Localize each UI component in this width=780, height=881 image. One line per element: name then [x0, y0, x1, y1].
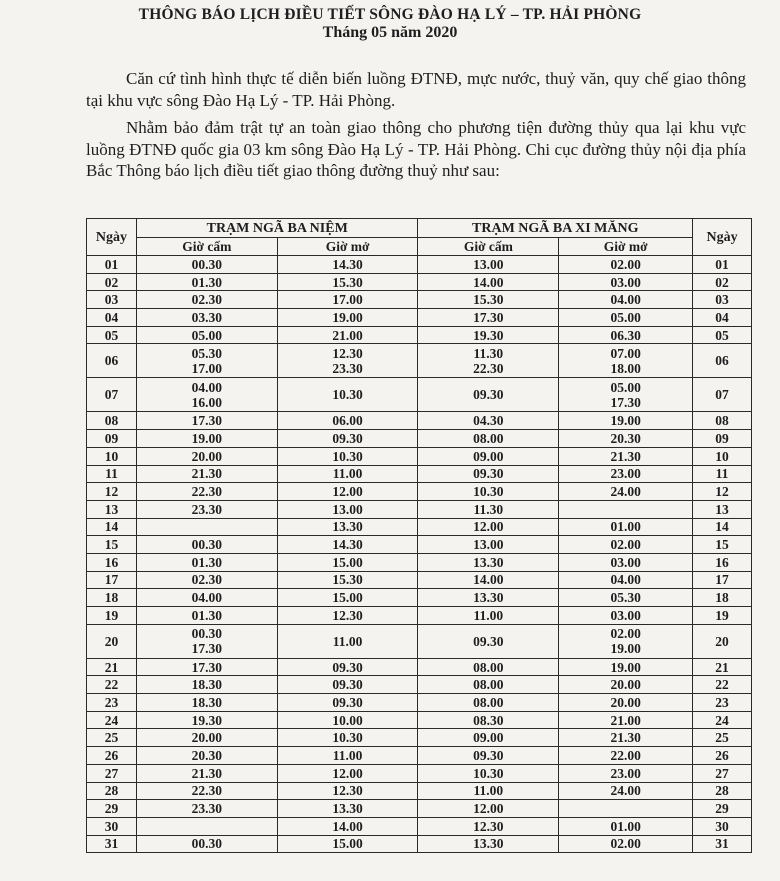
row-day-right: 17 [693, 571, 752, 589]
cell-b-closed: 17.30 [418, 309, 559, 327]
table-row [87, 378, 752, 412]
header-day-right: Ngày [693, 219, 752, 256]
header-b-closed: Giờ cấm [418, 238, 559, 256]
table-row [87, 256, 752, 274]
cell-a-closed: 22.30 [136, 782, 277, 800]
cell-a-open: 12.30 [277, 782, 418, 800]
table-row [87, 835, 752, 853]
cell-b-closed: 11.30 [418, 500, 559, 518]
cell-a-open: 09.30 [277, 430, 418, 448]
cell-a-open: 15.30 [277, 571, 418, 589]
cell-a-closed: 02.30 [136, 571, 277, 589]
row-day: 22 [87, 676, 137, 694]
table-row [87, 624, 752, 658]
row-day: 24 [87, 711, 137, 729]
cell-a-closed: 23.30 [136, 500, 277, 518]
cell-a-closed: 01.30 [136, 553, 277, 571]
cell-b-open: 04.00 [559, 291, 693, 309]
table-row [87, 800, 752, 818]
row-day: 20 [87, 624, 137, 658]
row-day-right: 09 [693, 430, 752, 448]
row-day-right: 19 [693, 607, 752, 625]
cell-a-closed: 17.30 [136, 658, 277, 676]
cell-a-open: 14.30 [277, 256, 418, 274]
cell-a-open: 09.30 [277, 676, 418, 694]
cell-b-open: 19.00 [559, 412, 693, 430]
cell-a-open: 09.30 [277, 658, 418, 676]
header-day: Ngày [87, 219, 137, 256]
cell-a-open: 11.00 [277, 747, 418, 765]
cell-a-closed: 04.00 [136, 589, 277, 607]
row-day-right: 16 [693, 553, 752, 571]
cell-b-closed: 09.30 [418, 465, 559, 483]
table-row [87, 589, 752, 607]
row-day: 17 [87, 571, 137, 589]
cell-b-open: 23.00 [559, 465, 693, 483]
cell-a-closed: 02.30 [136, 291, 277, 309]
row-day: 23 [87, 694, 137, 712]
row-day-right: 30 [693, 817, 752, 835]
row-day: 15 [87, 536, 137, 554]
cell-b-closed: 08.00 [418, 430, 559, 448]
cell-b-closed: 09.30 [418, 747, 559, 765]
cell-a-open: 11.00 [277, 624, 418, 658]
header-station-ngaba-niem: TRẠM NGÃ BA NIỆM [136, 219, 418, 238]
row-day-right: 05 [693, 326, 752, 344]
cell-b-closed: 13.30 [418, 835, 559, 853]
row-day-right: 27 [693, 764, 752, 782]
cell-a-closed: 20.30 [136, 747, 277, 765]
row-day-right: 26 [693, 747, 752, 765]
row-day-right: 10 [693, 447, 752, 465]
cell-a-open: 12.00 [277, 764, 418, 782]
table-row [87, 553, 752, 571]
row-day-right: 18 [693, 589, 752, 607]
cell-a-closed: 17.30 [136, 412, 277, 430]
cell-a-open: 11.00 [277, 465, 418, 483]
cell-b-closed: 13.00 [418, 256, 559, 274]
table-row [87, 571, 752, 589]
row-day: 07 [87, 378, 137, 412]
cell-b-open: 20.00 [559, 694, 693, 712]
cell-a-closed: 00.30 17.30 [136, 624, 277, 658]
cell-a-open: 13.30 [277, 518, 418, 536]
cell-a-open: 15.00 [277, 835, 418, 853]
row-day: 04 [87, 309, 137, 327]
cell-b-open: 03.00 [559, 553, 693, 571]
row-day-right: 04 [693, 309, 752, 327]
row-day: 27 [87, 764, 137, 782]
cell-b-closed: 14.00 [418, 571, 559, 589]
cell-a-closed: 19.30 [136, 711, 277, 729]
row-day: 05 [87, 326, 137, 344]
row-day-right: 02 [693, 273, 752, 291]
cell-b-closed: 11.30 22.30 [418, 344, 559, 378]
cell-b-open: 02.00 [559, 536, 693, 554]
cell-b-closed: 13.30 [418, 553, 559, 571]
cell-a-closed: 04.00 16.00 [136, 378, 277, 412]
cell-b-closed: 10.30 [418, 483, 559, 501]
table-row [87, 273, 752, 291]
cell-a-closed [136, 817, 277, 835]
cell-b-closed: 12.30 [418, 817, 559, 835]
row-day: 09 [87, 430, 137, 448]
table-row [87, 536, 752, 554]
cell-a-closed: 19.00 [136, 430, 277, 448]
table-row [87, 483, 752, 501]
cell-a-closed: 20.00 [136, 729, 277, 747]
cell-a-open: 12.30 23.30 [277, 344, 418, 378]
table-row [87, 658, 752, 676]
cell-b-open: 24.00 [559, 782, 693, 800]
cell-b-closed: 10.30 [418, 764, 559, 782]
row-day-right: 31 [693, 835, 752, 853]
row-day: 10 [87, 447, 137, 465]
header-a-closed: Giờ cấm [136, 238, 277, 256]
table-row [87, 326, 752, 344]
row-day: 13 [87, 500, 137, 518]
document-subtitle: Tháng 05 năm 2020 [322, 24, 458, 41]
row-day-right: 21 [693, 658, 752, 676]
row-day: 30 [87, 817, 137, 835]
cell-a-open: 19.00 [277, 309, 418, 327]
row-day-right: 22 [693, 676, 752, 694]
table-row [87, 447, 752, 465]
cell-a-closed: 05.30 17.00 [136, 344, 277, 378]
row-day-right: 20 [693, 624, 752, 658]
cell-a-closed: 18.30 [136, 676, 277, 694]
cell-b-closed: 08.30 [418, 711, 559, 729]
row-day: 25 [87, 729, 137, 747]
cell-b-open: 02.00 [559, 256, 693, 274]
row-day: 29 [87, 800, 137, 818]
cell-b-closed: 04.30 [418, 412, 559, 430]
cell-b-open [559, 800, 693, 818]
cell-a-open: 10.30 [277, 729, 418, 747]
cell-b-closed: 08.00 [418, 694, 559, 712]
cell-b-closed: 12.00 [418, 800, 559, 818]
table-row [87, 607, 752, 625]
table-row [87, 676, 752, 694]
paragraph-purpose: Nhằm bảo đảm trật tự an toàn giao thông cho phương tiện đường thủy qua lại khu vực luồng ĐTNĐ quốc gia 03 km sông Đào Hạ Lý - TP. Hải Phòng. Chi cục đường thủy nội địa phía Bắc Thông báo lịch điều tiết giao thông đường thuỷ như sau: [86, 118, 746, 180]
cell-b-closed: 19.30 [418, 326, 559, 344]
row-day: 26 [87, 747, 137, 765]
cell-a-open: 09.30 [277, 694, 418, 712]
cell-a-closed: 23.30 [136, 800, 277, 818]
row-day-right: 07 [693, 378, 752, 412]
cell-a-closed: 22.30 [136, 483, 277, 501]
cell-b-closed: 09.00 [418, 447, 559, 465]
table-row [87, 782, 752, 800]
row-day-right: 12 [693, 483, 752, 501]
cell-b-closed: 11.00 [418, 782, 559, 800]
table-row [87, 694, 752, 712]
row-day: 02 [87, 273, 137, 291]
cell-b-open [559, 500, 693, 518]
cell-b-open: 05.30 [559, 589, 693, 607]
cell-b-closed: 15.30 [418, 291, 559, 309]
cell-b-open: 05.00 17.30 [559, 378, 693, 412]
cell-b-open: 24.00 [559, 483, 693, 501]
cell-b-open: 06.30 [559, 326, 693, 344]
cell-b-open: 22.00 [559, 747, 693, 765]
cell-b-open: 02.00 [559, 835, 693, 853]
cell-b-closed: 08.00 [418, 658, 559, 676]
header-b-open: Giờ mở [559, 238, 693, 256]
cell-b-closed: 13.30 [418, 589, 559, 607]
cell-a-open: 13.00 [277, 500, 418, 518]
table-row [87, 412, 752, 430]
cell-b-open: 01.00 [559, 518, 693, 536]
cell-b-open: 23.00 [559, 764, 693, 782]
row-day: 28 [87, 782, 137, 800]
row-day-right: 25 [693, 729, 752, 747]
row-day-right: 28 [693, 782, 752, 800]
cell-b-open: 21.30 [559, 729, 693, 747]
cell-a-closed: 00.30 [136, 835, 277, 853]
row-day-right: 03 [693, 291, 752, 309]
row-day: 18 [87, 589, 137, 607]
table-row [87, 291, 752, 309]
table-row [87, 764, 752, 782]
cell-a-open: 14.30 [277, 536, 418, 554]
cell-b-closed: 12.00 [418, 518, 559, 536]
cell-a-closed: 21.30 [136, 764, 277, 782]
cell-a-open: 15.00 [277, 553, 418, 571]
row-day: 11 [87, 465, 137, 483]
table-row [87, 430, 752, 448]
header-a-open: Giờ mở [277, 238, 418, 256]
cell-b-open: 03.00 [559, 273, 693, 291]
document-title: THÔNG BÁO LỊCH ĐIỀU TIẾT SÔNG ĐÀO HẠ LÝ – TP. HẢI PHÒNG [138, 6, 642, 23]
row-day: 19 [87, 607, 137, 625]
table-row [87, 344, 752, 378]
row-day: 21 [87, 658, 137, 676]
cell-b-closed: 14.00 [418, 273, 559, 291]
cell-a-open: 12.00 [277, 483, 418, 501]
cell-b-open: 04.00 [559, 571, 693, 589]
cell-a-closed: 01.30 [136, 607, 277, 625]
row-day: 31 [87, 835, 137, 853]
table-row [87, 518, 752, 536]
row-day: 08 [87, 412, 137, 430]
cell-b-open: 05.00 [559, 309, 693, 327]
row-day: 12 [87, 483, 137, 501]
cell-a-closed: 20.00 [136, 447, 277, 465]
cell-b-open: 03.00 [559, 607, 693, 625]
cell-b-open: 20.00 [559, 676, 693, 694]
cell-b-closed: 08.00 [418, 676, 559, 694]
table-row [87, 500, 752, 518]
cell-a-closed: 00.30 [136, 256, 277, 274]
cell-a-closed: 21.30 [136, 465, 277, 483]
table-row [87, 309, 752, 327]
row-day: 01 [87, 256, 137, 274]
row-day-right: 24 [693, 711, 752, 729]
schedule-body [87, 256, 752, 853]
cell-a-open: 14.00 [277, 817, 418, 835]
cell-b-open: 21.00 [559, 711, 693, 729]
cell-b-closed: 09.00 [418, 729, 559, 747]
row-day-right: 06 [693, 344, 752, 378]
row-day-right: 23 [693, 694, 752, 712]
cell-b-open: 01.00 [559, 817, 693, 835]
table-row [87, 711, 752, 729]
paragraph-basis: Căn cứ tình hình thực tế diễn biến luồng ĐTNĐ, mực nước, thuỷ văn, quy chế giao thông tại khu vực sông Đào Hạ Lý - TP. Hải Phòng. [86, 69, 746, 110]
cell-a-open: 17.00 [277, 291, 418, 309]
cell-b-open: 19.00 [559, 658, 693, 676]
cell-a-closed: 00.30 [136, 536, 277, 554]
row-day-right: 01 [693, 256, 752, 274]
row-day-right: 13 [693, 500, 752, 518]
row-day: 16 [87, 553, 137, 571]
cell-a-closed [136, 518, 277, 536]
row-day-right: 15 [693, 536, 752, 554]
cell-a-open: 12.30 [277, 607, 418, 625]
cell-a-open: 10.30 [277, 378, 418, 412]
cell-a-open: 10.00 [277, 711, 418, 729]
row-day: 03 [87, 291, 137, 309]
cell-b-open: 02.00 19.00 [559, 624, 693, 658]
cell-b-open: 21.30 [559, 447, 693, 465]
table-row [87, 747, 752, 765]
cell-b-open: 20.30 [559, 430, 693, 448]
cell-a-open: 13.30 [277, 800, 418, 818]
row-day-right: 11 [693, 465, 752, 483]
cell-a-closed: 03.30 [136, 309, 277, 327]
cell-a-closed: 01.30 [136, 273, 277, 291]
cell-a-open: 10.30 [277, 447, 418, 465]
table-row [87, 465, 752, 483]
cell-a-open: 15.30 [277, 273, 418, 291]
cell-a-open: 15.00 [277, 589, 418, 607]
cell-a-open: 21.00 [277, 326, 418, 344]
row-day-right: 14 [693, 518, 752, 536]
cell-b-closed: 09.30 [418, 624, 559, 658]
cell-b-closed: 11.00 [418, 607, 559, 625]
row-day: 14 [87, 518, 137, 536]
schedule-table [86, 218, 752, 853]
cell-a-closed: 18.30 [136, 694, 277, 712]
row-day-right: 29 [693, 800, 752, 818]
row-day: 06 [87, 344, 137, 378]
row-day-right: 08 [693, 412, 752, 430]
cell-a-open: 06.00 [277, 412, 418, 430]
table-row [87, 729, 752, 747]
cell-a-closed: 05.00 [136, 326, 277, 344]
cell-b-closed: 09.30 [418, 378, 559, 412]
header-station-ngaba-ximang: TRẠM NGÃ BA XI MĂNG [418, 219, 693, 238]
cell-b-open: 07.00 18.00 [559, 344, 693, 378]
table-row [87, 817, 752, 835]
cell-b-closed: 13.00 [418, 536, 559, 554]
